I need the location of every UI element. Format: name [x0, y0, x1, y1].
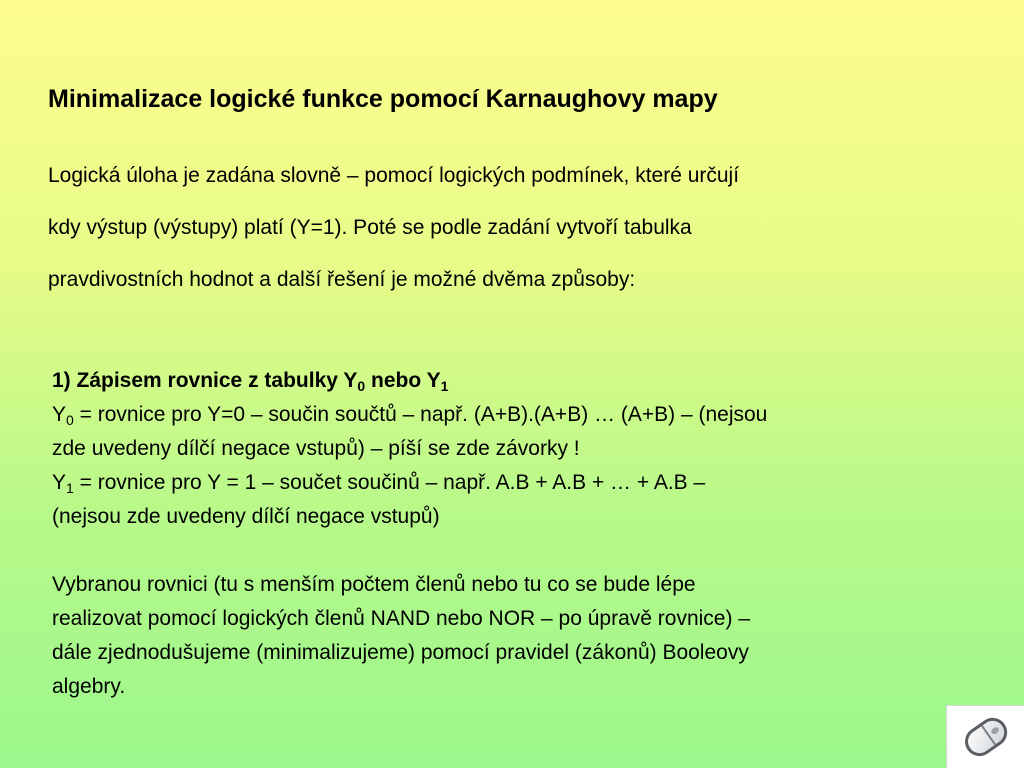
y0-continuation: zde uvedeny dílčí negace vstupů) – píší se zde závorky !	[52, 437, 580, 460]
next-slide-button[interactable]	[946, 705, 1024, 768]
intro-line: kdy výstup (výstupy) platí (Y=1). Poté se podle zadání vytvoří tabulka	[48, 216, 692, 239]
slide-title: Minimalizace logické funkce pomocí Karnaughovy mapy	[48, 85, 718, 113]
paragraph-gap	[52, 534, 952, 568]
y1-line: $Y_1$ = rovnice pro Y = 1 – součet součinů – např. A.B + A.B + … + A.B –	[52, 471, 706, 496]
closing-line: Vybranou rovnici (tu s menším počtem členů nebo tu co se bude lépe	[52, 573, 696, 596]
method-heading: 1) Zápisem rovnice z tabulky $Y_0$ nebo $Y_1$	[52, 369, 449, 394]
method-block	[52, 364, 952, 704]
closing-line: dále zjednodušujeme (minimalizujeme) pomocí pravidel (zákonů) Booleovy	[52, 641, 749, 664]
y1-continuation: (nejsou zde uvedeny dílčí negace vstupů)	[52, 505, 440, 528]
intro-paragraph	[48, 150, 978, 306]
y0-line: $Y_0$ = rovnice pro Y=0 – součin součtů – např. (A+B).(A+B) … (A+B) – (nejsou	[52, 403, 768, 428]
intro-line: pravdivostních hodnot a další řešení je možné dvěma způsoby:	[48, 268, 636, 291]
intro-line: Logická úloha je zadána slovně – pomocí logických podmínek, které určují	[48, 164, 740, 187]
mouse-icon	[947, 706, 1024, 768]
closing-line: realizovat pomocí logických členů NAND nebo NOR – po úpravě rovnice) –	[52, 607, 750, 630]
closing-line: algebry.	[52, 675, 126, 698]
